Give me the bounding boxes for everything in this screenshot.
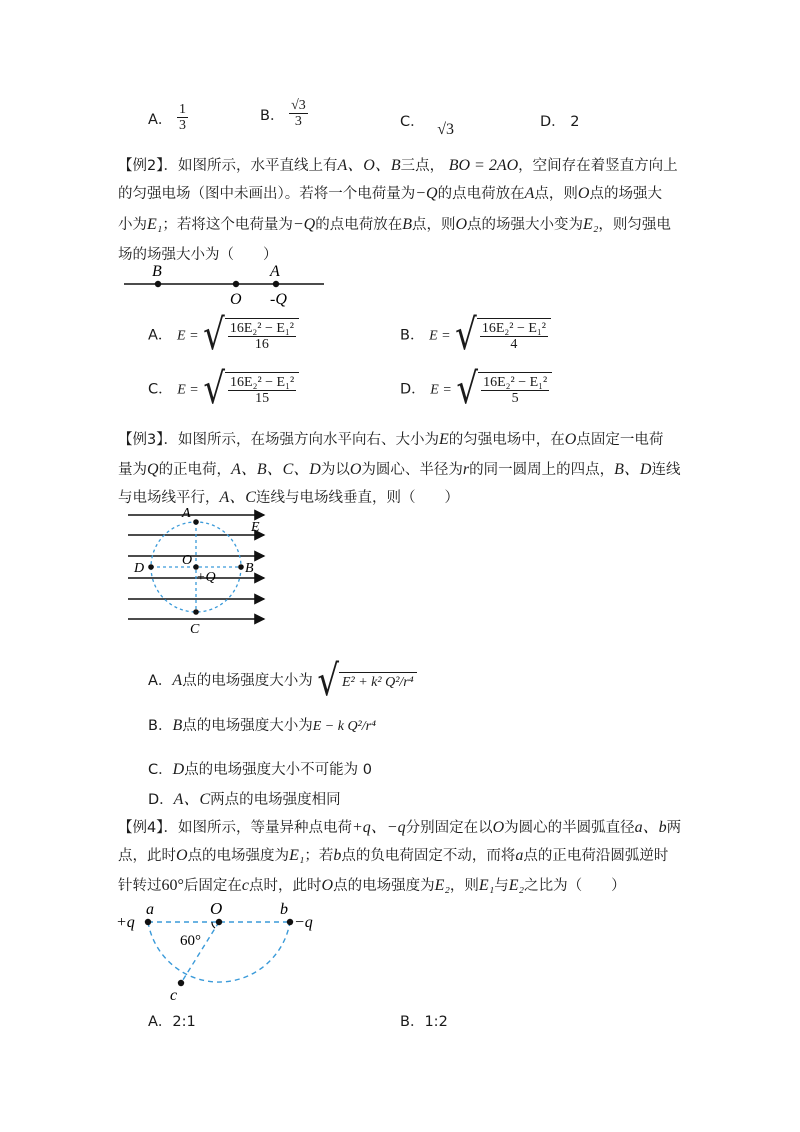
label-neg-q: -Q bbox=[270, 291, 287, 308]
ex4-option-a[interactable]: A．2:1 bbox=[148, 1014, 196, 1030]
ex3-option-b[interactable]: B．B点的电场强度大小为E − k Q²/r⁴ bbox=[148, 717, 376, 734]
sqrt: √ E² + k² Q²/r⁴ bbox=[317, 664, 416, 698]
point-a-dot bbox=[273, 281, 279, 287]
point-a-dot bbox=[193, 519, 199, 525]
ex2-line-4: 场的场强大小为（ ） bbox=[118, 247, 278, 263]
ex3-line-2: 量为Q的正电荷，A、B、C、D为以O为圆心、半径为r的同一圆周上的四点，B、D连线 bbox=[118, 461, 681, 478]
ex3-line-1: 【例3】．如图所示，在场强方向水平向右、大小为E的匀强电场中，在O点固定一电荷 bbox=[118, 431, 664, 448]
point-d-dot bbox=[148, 564, 154, 570]
q1-option-b[interactable]: B． $\frac{√3}{3}$ bbox=[260, 98, 306, 130]
ex2-figure bbox=[118, 262, 338, 312]
sqrt: √ $\frac{\text{16E₂² − E₁²}}{5}$ bbox=[456, 372, 552, 407]
ex2-option-c[interactable]: C． E = √ $\frac{\text{16E₂² − E₁²}}{15}$ bbox=[148, 372, 299, 407]
angle-arc bbox=[212, 922, 215, 928]
fraction: $\frac{1}{3}$ bbox=[179, 102, 187, 134]
label-neg-q: −q bbox=[294, 914, 313, 931]
ex4-option-b[interactable]: B．1:2 bbox=[400, 1014, 448, 1030]
point-a-dot bbox=[145, 919, 151, 925]
label-a: a bbox=[146, 901, 154, 918]
sqrt: √ $\frac{\text{16E₂² − E₁²}}{4}$ bbox=[455, 318, 551, 353]
label-b: b bbox=[280, 901, 288, 918]
label-o: O bbox=[182, 553, 193, 568]
fraction: $\frac{√3}{3}$ bbox=[291, 98, 306, 130]
point-b-dot bbox=[155, 281, 161, 287]
ex2-line-1: 【例2】．如图所示，水平直线上有A、O、B三点， BO = 2AO，空间存在着竖直方向上 bbox=[118, 157, 678, 174]
ex3-option-c[interactable]: C．D点的电场强度大小不可能为 0 bbox=[148, 761, 373, 778]
ex4-line-2: 点，此时O点的电场强度为E₁；若b点的负电荷固定不动，而将a点的正电荷沿圆弧逆时 bbox=[118, 847, 669, 864]
label-e: E bbox=[251, 520, 260, 535]
label-d: D bbox=[134, 561, 145, 576]
q1-option-c[interactable]: C． √3 bbox=[400, 114, 455, 138]
ex4-line-3: 针转过60°后固定在c点时，此时O点的电场强度为E₂，则E₁与E₂之比为（ ） bbox=[118, 877, 626, 894]
point-b-dot bbox=[287, 919, 293, 925]
label-o: O bbox=[230, 291, 242, 308]
point-c-dot bbox=[193, 609, 199, 615]
q1-option-d[interactable]: D． 2 bbox=[540, 114, 580, 130]
point-o-dot bbox=[193, 564, 199, 570]
ex4-line-1: 【例4】．如图所示，等量异种点电荷+q、−q分别固定在以O为圆心的半圆弧直径a、b两 bbox=[118, 819, 682, 836]
label-plus-q: +Q bbox=[196, 570, 216, 585]
ex3-figure bbox=[124, 505, 274, 640]
ex2-option-b[interactable]: B． E = √ $\frac{\text{16E₂² − E₁²}}{4}$ bbox=[400, 318, 551, 353]
label-plus-q: +q bbox=[116, 914, 135, 931]
label-b: B bbox=[245, 561, 254, 576]
label-c: c bbox=[170, 987, 178, 1004]
point-c-dot bbox=[178, 980, 184, 986]
ex2-option-a[interactable]: A． E = √ $\frac{\text{16E₂² − E₁²}}{16}$ bbox=[148, 318, 299, 353]
label-b: B bbox=[152, 263, 162, 280]
sqrt: √ $\frac{\text{16E₂² − E₁²}}{15}$ bbox=[203, 372, 299, 407]
ex2-line-2: 的匀强电场（图中未画出）。若将一个电荷量为−Q的点电荷放在A点，则O点的场强大 bbox=[118, 185, 662, 202]
dashed-semicircle bbox=[148, 922, 290, 982]
ex3-line-3: 与电场线平行，A、C连线与电场线垂直，则（ ） bbox=[118, 489, 459, 506]
label-a: A bbox=[182, 506, 191, 521]
point-o-dot bbox=[233, 281, 239, 287]
point-o-dot bbox=[216, 919, 222, 925]
label-a: A bbox=[270, 263, 280, 280]
q1-option-a[interactable]: A． $\frac{1}{3}$ bbox=[148, 102, 187, 134]
point-b-dot bbox=[238, 564, 244, 570]
ex3-option-d[interactable]: D．A、C两点的电场强度相同 bbox=[148, 791, 341, 808]
label-60-degrees: 60° bbox=[180, 933, 201, 949]
sqrt: √ $\frac{\text{16E₂² − E₁²}}{16}$ bbox=[203, 318, 299, 353]
ex2-line-3: 小为E₁；若将这个电荷量为−Q的点电荷放在B点，则O点的场强大小变为E₂，则匀强电 bbox=[118, 216, 671, 233]
ex3-option-a[interactable]: A．A点的电场强度大小为 √ E² + k² Q²/r⁴ bbox=[148, 664, 417, 698]
ex2-option-d[interactable]: D． E = √ $\frac{\text{16E₂² − E₁²}}{5}$ bbox=[400, 372, 552, 407]
ex4-figure bbox=[112, 900, 322, 1005]
label-c: C bbox=[190, 622, 200, 637]
label-o: O bbox=[210, 900, 223, 918]
